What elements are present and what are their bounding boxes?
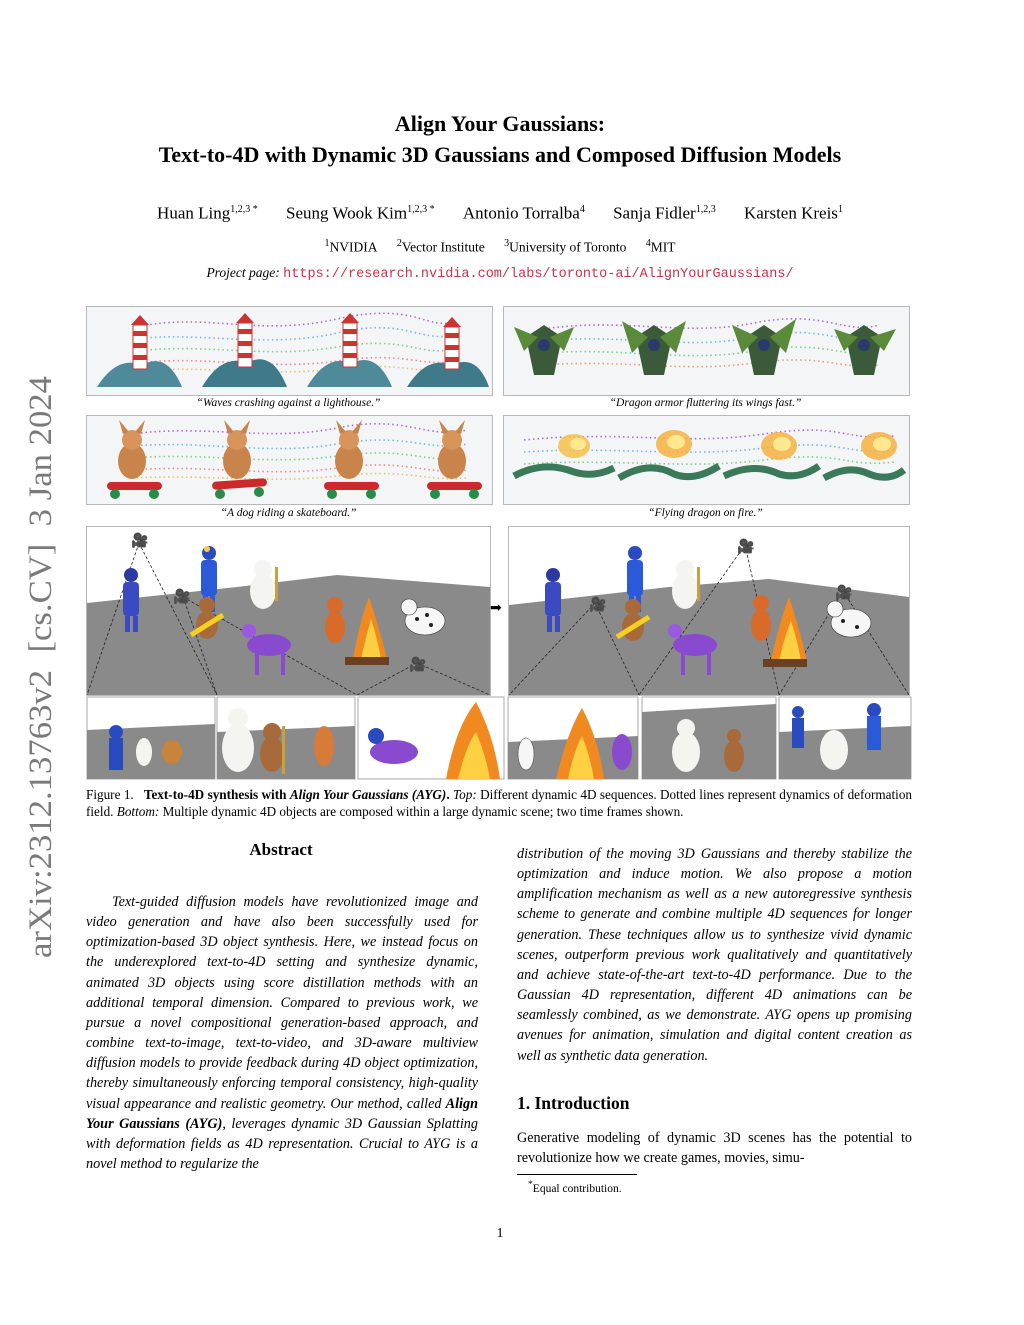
panel-caption-fire-dragon: “Flying dragon on fire.”: [648, 507, 763, 519]
figure-panel-dog-skateboard: [86, 415, 493, 505]
author: Sanja Fidler$^{1,2,3}$: [613, 203, 716, 223]
camera-view-thumbnail: [358, 697, 504, 779]
camera-view-thumbnail: [642, 697, 776, 779]
camera-icon: 🎥: [173, 589, 191, 605]
time-arrow-icon: ➡: [490, 600, 502, 616]
dog-skateboard-sequence-image: [87, 416, 492, 504]
abstract-text-continued: distribution of the moving 3D Gaussians and thereby stabilize the optimization and induce motion. We also propose a motion amplification mechanism as well as a new autoregressive synthesis scheme to generate and combine multiple 4D sequences for longer generation. These techniques allow us to synthesize vivid dynamic scenes, outperform previous work qualitatively and quantitatively and achieve state-of-the-art text-to-4D performance. Due to the Gaussian 4D representation, different 4D animations can be seamlessly combined, as we demonstrate. AYG opens up promising avenues for animation, simulation and digital content creation as well as synthetic data generation.: [517, 846, 912, 1064]
figure-panel-fire-dragon: [503, 415, 910, 505]
project-page-line: [0, 264, 1000, 284]
author: Huan Ling$^{1,2,3 *}$: [157, 203, 258, 223]
author: Karsten Kreis$^1$: [743, 203, 843, 223]
camera-view-strip: [86, 696, 912, 780]
figure-panel-lighthouse: [86, 306, 493, 396]
camera-icon: 🎥: [589, 597, 607, 613]
camera-view-thumbnail: [87, 697, 215, 779]
section-heading-introduction: 1. Introduction: [517, 1093, 630, 1113]
lighthouse-sequence-image: [87, 307, 492, 395]
abstract-text: Text-guided diffusion models have revolutionized image and video generation and have also been successfully used for optimization-based 3D object synthesis. Here, we instead focus on the underexplored text-to-4D setting and synthesize dynamic, animated 3D objects using score distillation methods with an additional temporal dimension. Compared to previous work, we pursue a novel compositional generation-based approach, and combine text-to-image, text-to-video, and 3D-aware multiview diffusion models to provide feedback during 4D object optimization, thereby simultaneously enforcing temporal consistency, high-quality visual appearance and realistic geometry. Our method, called Align Your Gaussians (AYG), leverages dynamic 3D Gaussian Splatting with deformation fields as 4D representation. Crucial to AYG is a novel method to regularize the: [86, 894, 478, 1173]
project-page-label: Project page:: [206, 265, 280, 280]
abstract-heading: Abstract: [249, 840, 313, 859]
panel-caption-dragon-armor: “Dragon armor fluttering its wings fast.”: [609, 397, 802, 409]
composed-scene-frame-2: [508, 526, 910, 696]
project-page-link[interactable]: https://research.nvidia.com/labs/toronto-ai/AlignYourGaussians/: [283, 267, 794, 282]
author: Antonio Torralba$^4$: [462, 203, 585, 223]
author-list: [0, 199, 1000, 225]
affiliation: $^2$Vector Institute: [396, 238, 485, 255]
composed-scene-1-image: [87, 527, 490, 695]
footnote: *Equal contribution.: [528, 1179, 622, 1195]
fox-figure: [325, 597, 345, 643]
affiliation: $^1$NVIDIA: [324, 238, 378, 255]
affiliation-list: [0, 235, 1000, 257]
affiliation: $^3$University of Toronto: [504, 238, 627, 255]
camera-view-thumbnail: [508, 697, 638, 779]
arxiv-identifier-text: arXiv:2312.13763v2 [cs.CV] 3 Jan 2024: [23, 404, 59, 958]
fox-figure: [751, 595, 771, 641]
title-line-1: Align Your Gaussians:: [394, 111, 606, 136]
paper-title: [0, 108, 1000, 170]
camera-view-thumbnail: [217, 697, 355, 779]
arxiv-identifier: [4, 372, 66, 960]
camera-icon: 🎥: [409, 657, 427, 673]
figure-panel-dragon-armor: [503, 306, 910, 396]
camera-icon: 🎥: [131, 533, 149, 549]
figure-caption: Figure 1. Text-to-4D synthesis with Align Your Gaussians (AYG). Top: Different dynamic 4D sequences. Dotted lines represent dynamics of deformation field. Bottom: Multiple dynamic 4D objects are composed within a large dynamic scene; two time frames shown.: [86, 787, 913, 819]
composed-scene-frame-1: [86, 526, 491, 696]
title-line-2: Text-to-4D with Dynamic 3D Gaussians and Composed Diffusion Models: [158, 142, 842, 167]
figure-caption-title: Text-to-4D synthesis with Align Your Gaussians (AYG).: [143, 787, 450, 802]
panel-caption-dog-skateboard: “A dog riding a skateboard.”: [220, 507, 357, 519]
introduction-text: Generative modeling of dynamic 3D scenes has the potential to revolutionize how we create games, movies, simu-: [517, 1130, 912, 1167]
affiliation: $^4$MIT: [645, 238, 676, 255]
composed-scene-2-image: [509, 527, 909, 695]
camera-views-image: [86, 696, 912, 780]
camera-view-thumbnail: [779, 697, 911, 779]
camera-icon: 🎥: [835, 585, 853, 601]
fire-dragon-sequence-image: [504, 416, 909, 504]
page-number: 1: [496, 1226, 504, 1241]
camera-icon: 🎥: [737, 539, 755, 555]
author: Seung Wook Kim$^{1,2,3 *}$: [285, 203, 435, 223]
panel-caption-lighthouse: “Waves crashing against a lighthouse.”: [196, 397, 381, 409]
dragon-armor-sequence-image: [504, 307, 909, 395]
footnote-rule: [517, 1174, 637, 1175]
